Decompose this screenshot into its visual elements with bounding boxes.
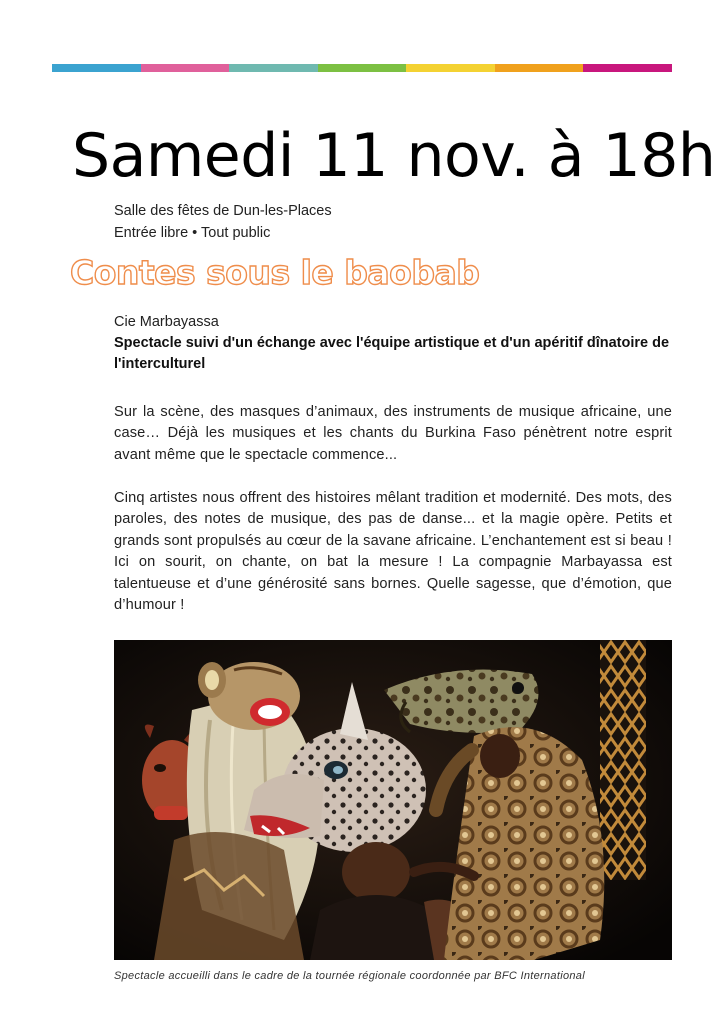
description-paragraph-1: Sur la scène, des masques d’animaux, des instruments de musique africaine, une case… Déjà les musiques et les chants du Burkina Faso pénètrent notre esprit avant même que le spectacle commence...: [114, 404, 672, 463]
color-segment: [141, 64, 230, 72]
costumed-figure: [154, 832, 304, 960]
color-segment: [495, 64, 584, 72]
event-date-time: Samedi 11 nov. à 18h: [72, 121, 716, 191]
color-segment: [229, 64, 318, 72]
header-color-bar: [52, 64, 672, 72]
color-segment: [583, 64, 672, 72]
company-name: Cie Marbayassa: [114, 314, 219, 330]
color-segment: [52, 64, 141, 72]
access-info: Entrée libre • Tout public: [114, 225, 271, 241]
decor-panel: [600, 640, 646, 880]
color-segment: [318, 64, 407, 72]
venue-name: Salle des fêtes de Dun-les-Places: [114, 203, 332, 219]
description-paragraph-2: Cinq artistes nous offrent des histoires mêlant tradition et modernité. Des mots, des paroles, des notes de musique, des pas de danse... et la magie opère. Petits et grands sont propulsés au cœur de la savane africaine. L’enchantement est si beau ! Ici on sourit, on chante, on bat la mesure ! La compagnie Marbayassa est talentueuse et d’une générosité sans bornes. Quelle sagesse, que d’émotion, que d’humour !: [114, 490, 672, 614]
color-segment: [406, 64, 495, 72]
performance-photo: [114, 640, 672, 960]
show-subtitle: Spectacle suivi d'un échange avec l'équipe artistique et d'un apéritif dînatoire de l'interculturel: [114, 335, 670, 372]
show-title: Contes sous le baobab: [70, 253, 480, 292]
photo-caption: Spectacle accueilli dans le cadre de la tournée régionale coordonnée par BFC International: [114, 970, 585, 982]
venue-info: [114, 200, 332, 244]
